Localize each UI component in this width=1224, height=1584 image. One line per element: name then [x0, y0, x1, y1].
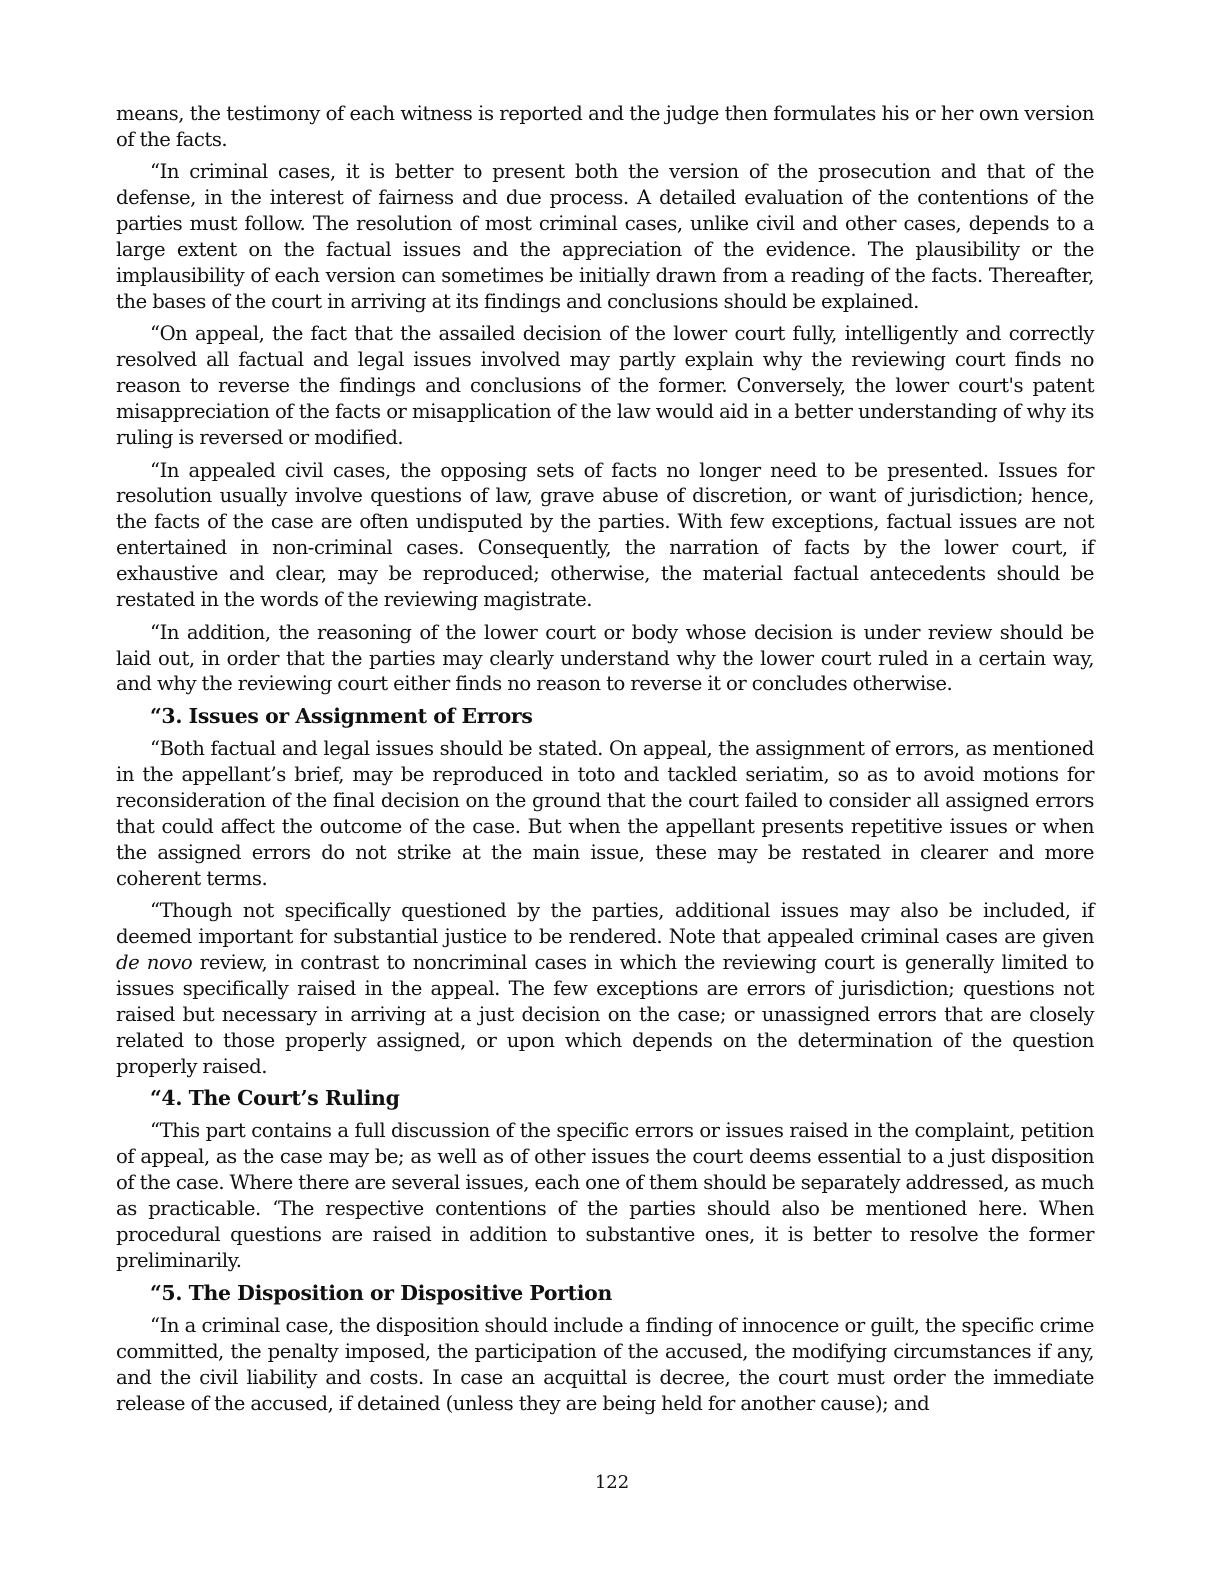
- heading-courts-ruling: “4. The Court’s Ruling: [150, 1086, 400, 1111]
- paragraph-continuation: means, the testimony of each witness is reported and the judge then formulates his or her own version of the facts.: [116, 102, 1094, 151]
- heading-disposition: “5. The Disposition or Dispositive Portion: [150, 1280, 613, 1305]
- paragraph-full-discussion: “This part contains a full discussion of the specific errors or issues raised in the complaint, petition of appeal, as the case may be; as well as of other issues the court deems essential to a just disposition of the case. Where there are several issues, each one of them should be separately addressed, as much as practicable. ‘The respective contentions of the parties should also be mentioned here. When procedural questions are raised in addition to substantive ones, it is better to resolve the former preliminarily.: [116, 1119, 1094, 1272]
- text-run: review, in contrast to noncriminal cases in which the reviewing court is generally limited to issues specifically raised in the appeal. The few exceptions are errors of jurisdiction; questions not raised but necessary in arriving at a just decision on the case; or unassigned errors that are closely related to those properly assigned, or upon which depends on the determination of the question properly raised.: [116, 951, 1094, 1078]
- paragraph-factual-and-legal-issues: “Both factual and legal issues should be stated. On appeal, the assignment of errors, as mentioned in the appellant’s brief, may be reproduced in toto and tackled seriatim, so as to avoid motions for reconsideration of the final decision on the ground that the court failed to consider all assigned errors that could affect the outcome of the case. But when the appellant presents repetitive issues or when the assigned errors do not strike at the main issue, these may be restated in clearer and more coherent terms.: [116, 737, 1094, 890]
- paragraph-criminal-disposition: “In a criminal case, the disposition should include a finding of innocence or guilt, the specific crime committed, the penalty imposed, the participation of the accused, the modifying circumstances if any, and the civil liability and costs. In case an acquittal is decree, the court must order the immediate release of the accused, if detained (unless they are being held for another cause); and: [116, 1313, 1094, 1415]
- page-number: 122: [594, 1472, 630, 1493]
- page-body: [116, 101, 1094, 1423]
- paragraph-additional-issues: [116, 898, 1094, 1079]
- paragraph-appealed-civil-cases: “In appealed civil cases, the opposing sets of facts no longer need to be presented. Issues for resolution usually involve questions of law, grave abuse of discretion, or want of jurisdiction; hence, the facts of the case are often undisputed by the parties. With few exceptions, factual issues are not entertained in non-criminal cases. Consequently, the narration of facts by the lower court, if exhaustive and clear, may be reproduced; otherwise, the material factual antecedents should be restated in the words of the reviewing magistrate.: [116, 458, 1094, 612]
- text-run: “Though not specifically questioned by the parties, additional issues may also be included, if deemed important for substantial justice to be rendered. Note that appealed criminal cases are given: [116, 899, 1094, 949]
- heading-issues-or-assignment-of-errors: “3. Issues or Assignment of Errors: [150, 703, 533, 728]
- paragraph-criminal-cases: “In criminal cases, it is better to present both the version of the prosecution and that of the defense, in the interest of fairness and due process. A detailed evaluation of the contentions of the parties must follow. The resolution of most criminal cases, unlike civil and other cases, depends to a large extent on the factual issues and the appreciation of the evidence. The plausibility or the implausibility of each version can sometimes be initially drawn from a reading of the facts. Thereafter, the bases of the court in arriving at its findings and conclusions should be explained.: [116, 160, 1094, 313]
- italic-term: de novo: [116, 951, 193, 975]
- paragraph-on-appeal: “On appeal, the fact that the assailed decision of the lower court fully, intelligently and correctly resolved all factual and legal issues involved may partly explain why the reviewing court finds no reason to reverse the findings and conclusions of the former. Conversely, the lower court's patent misappreciation of the facts or misapplication of the law would aid in a better understanding of why its ruling is reversed or modified.: [116, 322, 1094, 450]
- paragraph-reasoning: “In addition, the reasoning of the lower court or body whose decision is under review should be laid out, in order that the parties may clearly understand why the lower court ruled in a certain way, and why the reviewing court either finds no reason to reverse it or concludes otherwise.: [116, 620, 1094, 696]
